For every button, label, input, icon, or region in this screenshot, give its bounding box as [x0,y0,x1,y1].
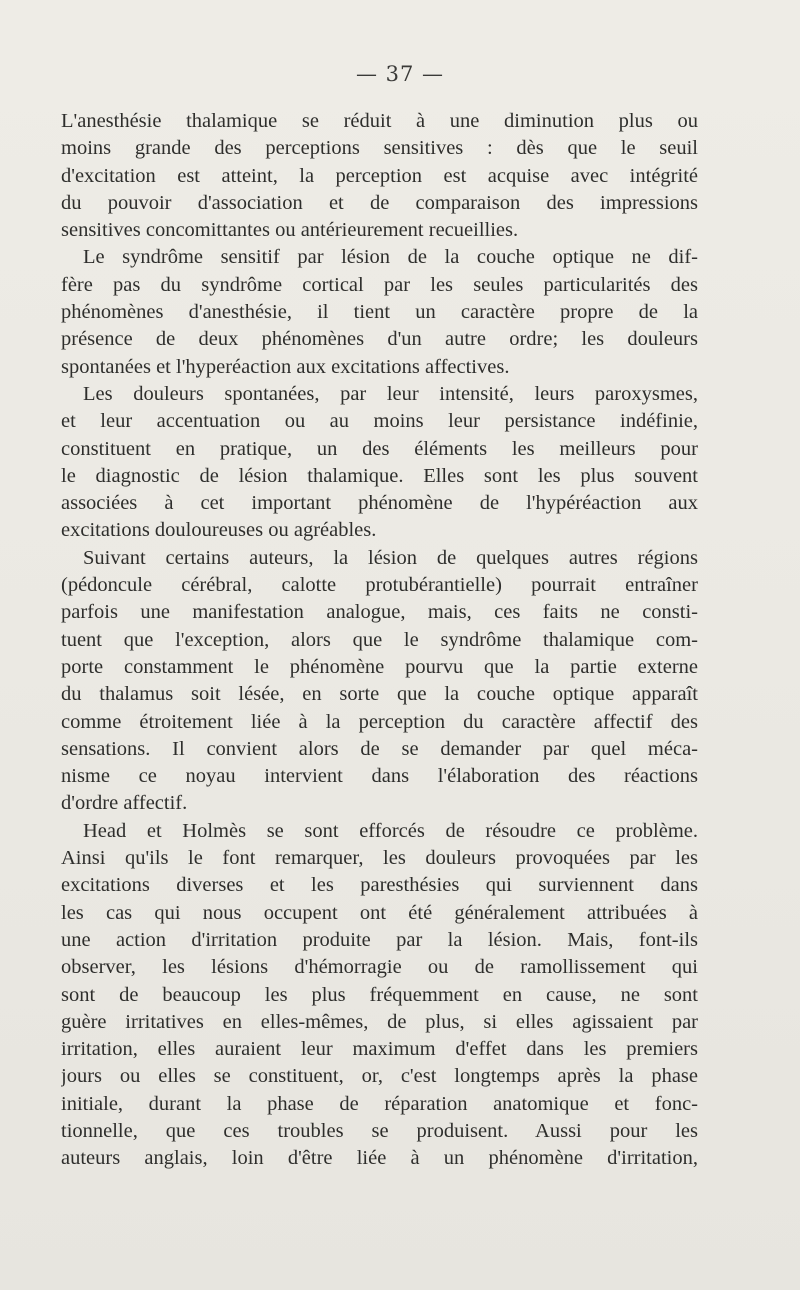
text-line: porte constamment le phénomène pourvu que la partie externe [61,655,698,678]
text-line: et leur accentuation ou au moins leur persistance indéfinie, [61,410,698,433]
text-line: parfois une manifestation analogue, mais, ces faits ne consti- [61,601,698,624]
text-line: d'ordre affectif. [61,792,188,815]
text-line: Suivant certains auteurs, la lésion de quelques autres régions [83,546,698,569]
text-line: initiale, durant la phase de réparation anatomique et fonc- [61,1092,698,1115]
text-line: Le syndrôme sensitif par lésion de la couche optique ne dif- [83,246,698,269]
text-line: Les douleurs spontanées, par leur intensité, leurs paroxysmes, [83,382,698,405]
text-line: auteurs anglais, loin d'être liée à un phénomène d'irritation, [61,1147,698,1170]
text-line: spontanées et l'hyperéaction aux excitations affectives. [61,355,510,378]
text-line: L'anesthésie thalamique se réduit à une diminution plus ou [61,110,698,132]
text-line: comme étroitement liée à la perception du caractère affectif des [61,710,698,733]
text-line: le diagnostic de lésion thalamique. Elles sont les plus souvent [61,464,698,487]
text-line: constituent en pratique, un des éléments les meilleurs pour [61,437,698,460]
text-line: Ainsi qu'ils le font remarquer, les douleurs provoquées par les [61,847,698,870]
text-line: sensations. Il convient alors de se demander par quel méca- [61,737,698,760]
text-line: fère pas du syndrôme cortical par les seules particularités des [61,273,698,296]
text-line: irritation, elles auraient leur maximum d'effet dans les premiers [61,1038,698,1061]
text-line: associées à cet important phénomène de l'hypéréaction aux [61,492,698,515]
text-line: nisme ce noyau intervient dans l'élaboration des réactions [61,765,698,788]
text-line: sont de beaucoup les plus fréquemment en cause, ne sont [61,983,698,1006]
text-line: excitations douloureuses ou agréables. [61,519,377,542]
text-line: sensitives concomittantes ou antérieurement recueillies. [61,219,519,242]
text-line: une action d'irritation produite par la lésion. Mais, font-ils [61,928,698,951]
text-line: tuent que l'exception, alors que le syndrôme thalamique com- [61,628,698,651]
text-line: les cas qui nous occupent ont été généralement attribuées à [61,901,698,924]
text-line: jours ou elles se constituent, or, c'est longtemps après la phase [61,1065,698,1088]
text-line: présence de deux phénomènes d'un autre ordre; les douleurs [61,328,698,351]
text-line: d'excitation est atteint, la perception est acquise avec intégrité [61,164,698,187]
text-line: phénomènes d'anesthésie, il tient un caractère propre de la [61,301,698,324]
text-line: Head et Holmès se sont efforcés de résoudre ce problème. [83,819,698,842]
text-line: du pouvoir d'association et de comparaison des impressions [61,191,698,214]
page-number: — 37 — [355,62,445,86]
text-line: excitations diverses et les paresthésies qui surviennent dans [61,874,698,897]
text-line: tionnelle, que ces troubles se produisent. Aussi pour les [61,1119,698,1142]
text-line: (pédoncule cérébral, calotte protubérantielle) pourrait entraîner [61,574,698,597]
text-line: moins grande des perceptions sensitives : dès que le seuil [61,137,698,160]
body-text [61,108,698,1173]
text-line: observer, les lésions d'hémorragie ou de ramollissement qui [61,956,698,979]
text-line: guère irritatives en elles-mêmes, de plus, si elles agissaient par [61,1010,698,1033]
text-line: du thalamus soit lésée, en sorte que la couche optique apparaît [61,683,698,706]
